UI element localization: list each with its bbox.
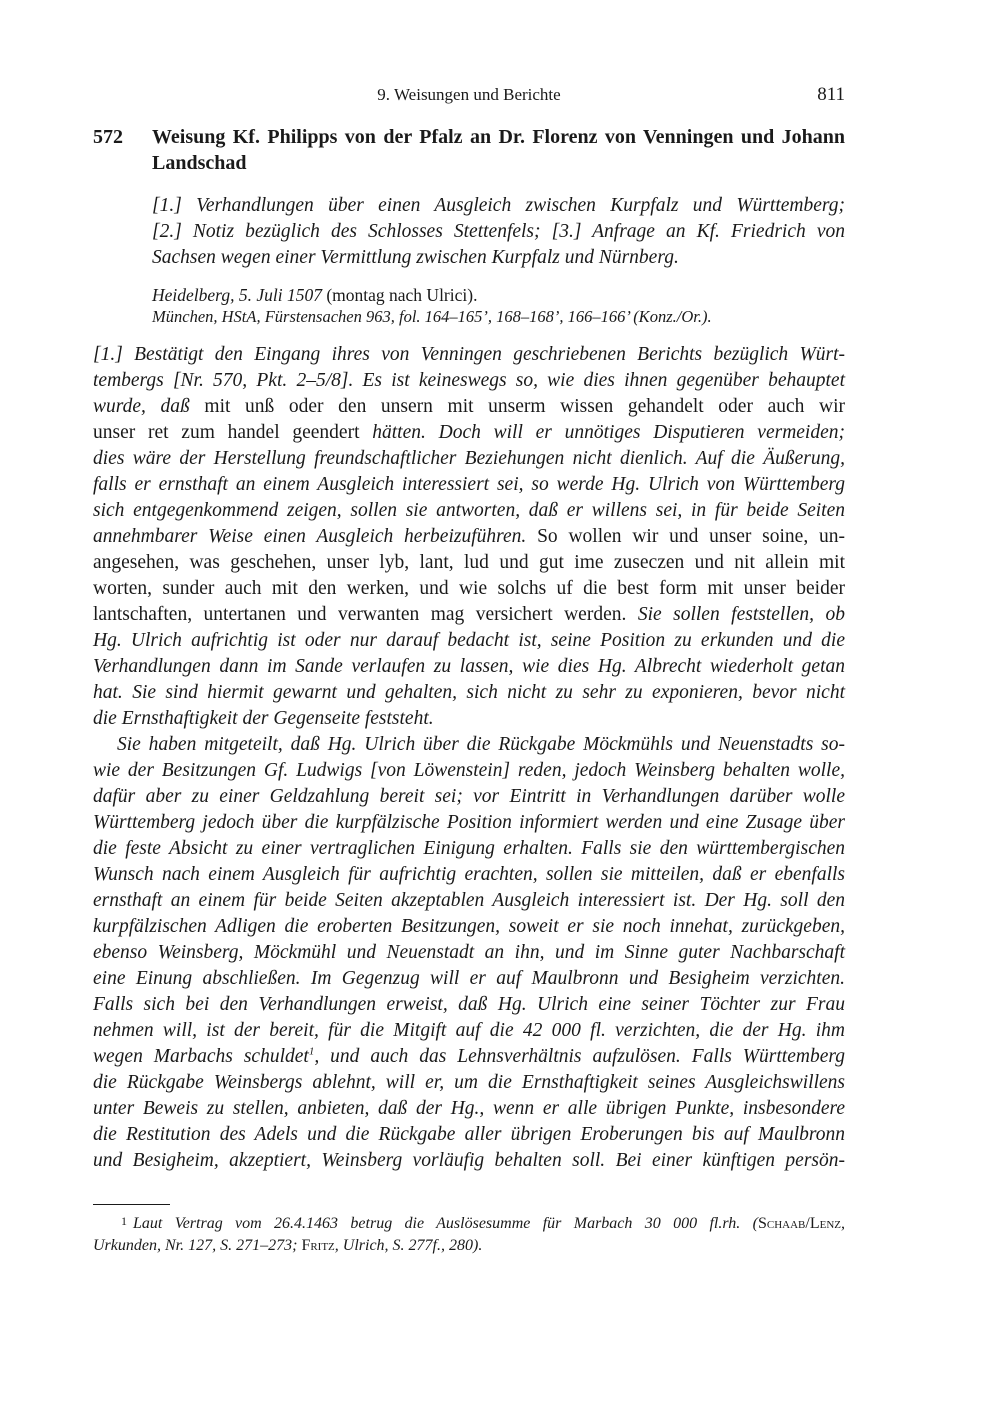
body-line [93, 1096, 845, 1122]
document-number: 572 [93, 126, 123, 148]
body-line [93, 914, 845, 940]
editorial-text: falls er ernsthaft an einem Ausgleich interessiert sei, so werde Hg. Ulrich von Württemberg [93, 474, 845, 495]
body-line [93, 966, 845, 992]
quoted-source-text: lantschaften, untertanen und verwanten mag versichert werden. [93, 604, 638, 625]
regest-line: [1.] Verhandlungen über einen Ausgleich zwischen Kurpfalz und Württemberg; [152, 195, 845, 216]
running-head [93, 82, 845, 108]
body-line [93, 576, 845, 602]
editorial-text: , und auch das Lehnsverhältnis aufzulösen. Falls Württemberg [314, 1046, 845, 1067]
footnote [93, 1210, 845, 1257]
editorial-text: [1.] Bestätigt den Eingang ihres von Venningen geschriebenen Berichts bezüglich Würt- [93, 344, 845, 365]
editorial-text: Sie haben mitgeteilt, daß Hg. Ulrich über die Rückgabe Möckmühls und Neuenstadts so- [117, 734, 845, 755]
editorial-text: kurpfälzischen Adligen die eroberten Besitzungen, soweit er sie noch innehat, zurückgeben, [93, 916, 845, 937]
footnote-text: Urkunden, Nr. 127, S. 271–273; [93, 1237, 302, 1254]
regest-line: Sachsen wegen einer Vermittlung zwischen Kurpfalz und Nürnberg. [152, 247, 679, 268]
body-line [93, 602, 845, 628]
body-line [93, 394, 845, 420]
body-line [93, 1018, 845, 1044]
dating-line [152, 284, 845, 306]
body-line [93, 940, 845, 966]
editorial-text: Württemberg jedoch über die kurpfälzische Position informiert werden und eine Zusage über [93, 812, 845, 833]
quoted-source-text: worten, sunder auch mit den werken, und wie solchs uf die best form mit unser beider [93, 578, 845, 599]
body-line [93, 992, 845, 1018]
body-line [93, 836, 845, 862]
quoted-source-text: So wollen wir und unser soine, un- [526, 526, 845, 547]
body-line [93, 550, 845, 576]
author-name: Fritz [301, 1237, 335, 1254]
body-line [93, 888, 845, 914]
body-line [93, 524, 845, 550]
editorial-text: hat. Sie sind hiermit gewarnt und gehalten, sich nicht zu sehr zu exponieren, bevor nicht [93, 682, 845, 703]
footnote-rule [93, 1204, 170, 1205]
author-name: Schaab [757, 1215, 806, 1232]
body-line [93, 810, 845, 836]
editorial-text: die feste Absicht zu einer vertraglichen Einigung erhalten. Falls sie den württembergischen [93, 838, 845, 859]
dating-note: (montag nach Ulrici). [321, 285, 478, 305]
footnote-line [93, 1210, 845, 1235]
body-line [93, 1044, 845, 1070]
regest [152, 193, 845, 271]
body-line [93, 368, 845, 394]
editorial-text: Wunsch nach einem Ausgleich für aufrichtig erachten, sollen sie mitteilen, daß er ebenfalls [93, 864, 845, 885]
footnote-text: , Ulrich, S. 277f., 280). [334, 1237, 483, 1254]
editorial-text: ernsthaft an einem für beide Seiten akzeptablen Ausgleich interessiert ist. Der Hg. soll den [93, 890, 845, 911]
author-name: Lenz [809, 1215, 841, 1232]
body-line [93, 446, 845, 472]
editorial-text: sich entgegenkommend zeigen, sollen sie antworten, daß er willens sei, in für beide Seiten [93, 500, 845, 521]
body-line [93, 342, 845, 368]
editorial-text: wegen Marbachs schuldet [93, 1046, 309, 1067]
body-line [93, 784, 845, 810]
editorial-text: wurde, daß [93, 396, 190, 417]
body-line [93, 706, 845, 732]
body-line [93, 654, 845, 680]
document-title-line: Weisung Kf. Philipps von der Pfalz an Dr. Florenz von Venningen und Johann [152, 126, 845, 148]
paragraph-1 [93, 342, 845, 732]
body-line [93, 498, 845, 524]
editorial-text: dies wäre der Herstellung freundschaftlicher Beziehungen nicht dienlich. Auf die Äußerung, [93, 448, 845, 469]
archive-reference: München, HStA, Fürstensachen 963, fol. 164–165’, 168–168’, 166–166’ (Konz./Or.). [152, 307, 712, 326]
footnote-line [93, 1235, 845, 1257]
running-head-title: 9. Weisungen und Berichte [377, 85, 561, 104]
editorial-text: dafür aber zu einer Geldzahlung bereit sei; vor Eintritt in Verhandlungen darüber wolle [93, 786, 845, 807]
quoted-source-text: mit unß oder den unsern mit unserm wissen gehandelt oder auch wir [189, 396, 845, 417]
body-line [93, 680, 845, 706]
footnote-text: / [805, 1215, 810, 1232]
editorial-text: die Restitution des Adels und die Rückgabe aller übrigen Eroberungen bis auf Maulbronn [93, 1124, 845, 1145]
editorial-text: wie der Besitzungen Gf. Ludwigs [von Löwenstein] reden, jedoch Weinsberg behalten wolle, [93, 760, 845, 781]
document-title-line: Landschad [152, 152, 247, 174]
regest-line: [2.] Notiz bezüglich des Schlosses Stettenfels; [3.] Anfrage an Kf. Friedrich von [152, 221, 845, 242]
editorial-text: Sie sollen feststellen, ob [637, 604, 845, 625]
editorial-text: tembergs [Nr. 570, Pkt. 2–5/8]. Es ist keineswegs so, wie dies ihnen gegenüber behauptet [93, 370, 845, 391]
body-line [93, 1122, 845, 1148]
footnote-text: Laut Vertrag vom 26.4.1463 betrug die Auslösesumme für Marbach 30 000 fl.rh. ( [133, 1215, 758, 1232]
editorial-text: hätten. Doch will er unnötiges Disputieren vermeiden; [372, 422, 845, 443]
editorial-text: unter Beweis zu stellen, anbieten, daß der Hg., wenn er alle übrigen Punkte, insbesondere [93, 1098, 845, 1119]
editorial-text: die Rückgabe Weinsbergs ablehnt, will er, um die Ernsthaftigkeit seines Ausgleichswillens [93, 1072, 845, 1093]
paragraph-2 [93, 732, 845, 1174]
editorial-text: Hg. Ulrich aufrichtig ist oder nur darauf bedacht ist, seine Position zu erkunden und die [93, 630, 845, 651]
editorial-text: ebenso Weinsberg, Möckmühl und Neuenstadt an ihn, und im Sinne guter Nachbarschaft [93, 942, 845, 963]
editorial-text: nehmen will, ist der bereit, für die Mitgift auf die 42 000 fl. verzichten, die der Hg. ihm [93, 1020, 845, 1041]
editorial-text: die Ernsthaftigkeit der Gegenseite feststeht. [93, 708, 434, 729]
body-line [93, 732, 845, 758]
editorial-text: und Besigheim, akzeptiert, Weinsberg vorläufig behalten soll. Bei einer künftigen persön- [93, 1150, 845, 1171]
page-number: 811 [817, 84, 845, 105]
quoted-source-text: unser ret zum handel geendert [93, 422, 373, 443]
body-line [93, 758, 845, 784]
body-text [93, 342, 845, 1174]
footnote-text: , [841, 1215, 845, 1232]
quoted-source-text: angesehen, was geschehen, unser lyb, lant, lud und gut ime zuseczen und nit allein mit [93, 552, 845, 573]
body-line [93, 862, 845, 888]
body-line [93, 1070, 845, 1096]
editorial-text: eine Einung abschließen. Im Gegenzug will er auf Maulbronn und Besigheim verzichten. [93, 968, 845, 989]
editorial-text: annehmbarer Weise einen Ausgleich herbeizuführen. [93, 526, 527, 547]
body-line [93, 420, 845, 446]
document-title [152, 124, 845, 176]
body-line [93, 628, 845, 654]
body-line [93, 472, 845, 498]
editorial-text: Verhandlungen dann im Sande verlaufen zu lassen, wie dies Hg. Albrecht wiederholt getan [93, 656, 845, 677]
footnote-reference[interactable]: 1 [308, 1045, 315, 1058]
body-line [93, 1148, 845, 1174]
dating-place: Heidelberg, 5. Juli 1507 [152, 285, 322, 305]
editorial-text: Falls sich bei den Verhandlungen erweist, daß Hg. Ulrich eine seiner Töchter zur Frau [93, 994, 845, 1015]
footnote-marker: 1 [121, 1214, 127, 1228]
